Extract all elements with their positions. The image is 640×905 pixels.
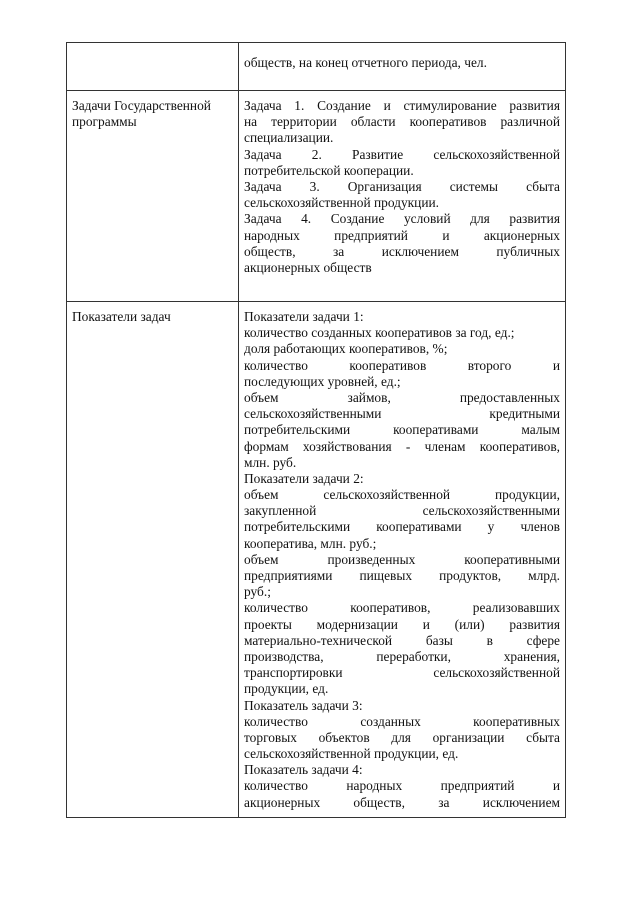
row-label: Показатели задач [72,309,171,324]
text-line: потребительской кооперации. [244,162,414,178]
text-line: предприятиями пищевых продуктов, млрд. [244,568,560,583]
text-line: материально-технической базы в сфере [244,632,560,648]
text-line: Задача 3. Организация системы сбыта [244,178,560,194]
text-line: акционерных обществ [244,259,372,275]
text-line: Показатель задачи 3: [244,697,363,713]
text-line: количество кооперативов, реализовавших [244,600,560,616]
text-line: проекты модернизации и (или) развития [244,616,560,632]
text-line: Задача 2. Развитие сельскохозяйственной [244,146,560,162]
text-line: Показатели задачи 1: [244,309,364,324]
text-line: потребительскими кооперативами малым [244,422,560,438]
row-content-cell [239,91,566,302]
text-line: количество созданных кооперативов за год, ед.; [244,325,515,341]
text-line: на территории области кооперативов различной [244,114,560,130]
row-content-cell [239,302,566,818]
text-line: продукции, ед. [244,681,329,697]
text-line: потребительскими кооперативами у членов [244,519,560,535]
text-line: кооператива, млн. руб.; [244,535,377,551]
row-content [239,91,565,282]
text-line: последующих уровней, ед.; [244,373,401,389]
row-label: Задачи Государственной программы [72,98,211,130]
text-line: руб.; [244,584,271,600]
text-line: количество созданных кооперативных [244,713,560,729]
row-content-cell [239,43,566,91]
row-content [239,302,565,817]
text-line: обществ, на конец отчетного периода, чел. [244,55,487,70]
text-line: формам хозяйствования - членам кооперативов, [244,438,560,454]
text-line: сельскохозяйственной продукции. [244,195,440,211]
row-label [67,43,238,50]
text-line: Задача 1. Создание и стимулирование развития [244,98,560,113]
text-line: доля работающих кооперативов, %; [244,341,448,357]
text-line: закупленной сельскохозяйственными [244,503,560,519]
text-line: акционерных обществ, за исключением [244,794,560,810]
text-line: количество кооперативов второго и [244,357,560,373]
text-line: Показатель задачи 4: [244,762,363,778]
row-label-cell [67,91,239,302]
text-line: специализации. [244,130,334,146]
text-line: объем займов, предоставленных [244,389,560,405]
text-line: народных предприятий и акционерных [244,227,560,243]
text-line: транспортировки сельскохозяйственной [244,665,560,681]
table-row [67,302,566,818]
text-line: обществ, за исключением публичных [244,243,560,259]
text-line: торговых объектов для организации сбыта [244,729,560,745]
table-row [67,91,566,302]
table-row [67,43,566,91]
text-line: сельскохозяйственной продукции, ед. [244,746,459,762]
text-line: Задача 4. Создание условий для развития [244,211,560,227]
text-line: объем произведенных кооперативными [244,551,560,567]
text-line: млн. руб. [244,454,297,470]
row-label-cell [67,43,239,91]
text-line: производства, переработки, хранения, [244,648,560,664]
row-label-cell [67,302,239,818]
text-line: сельскохозяйственными кредитными [244,406,560,422]
text-line: количество народных предприятий и [244,778,560,794]
program-passport-table [66,42,566,818]
row-content [239,43,565,77]
text-line: объем сельскохозяйственной продукции, [244,487,560,503]
text-line: Показатели задачи 2: [244,470,364,486]
